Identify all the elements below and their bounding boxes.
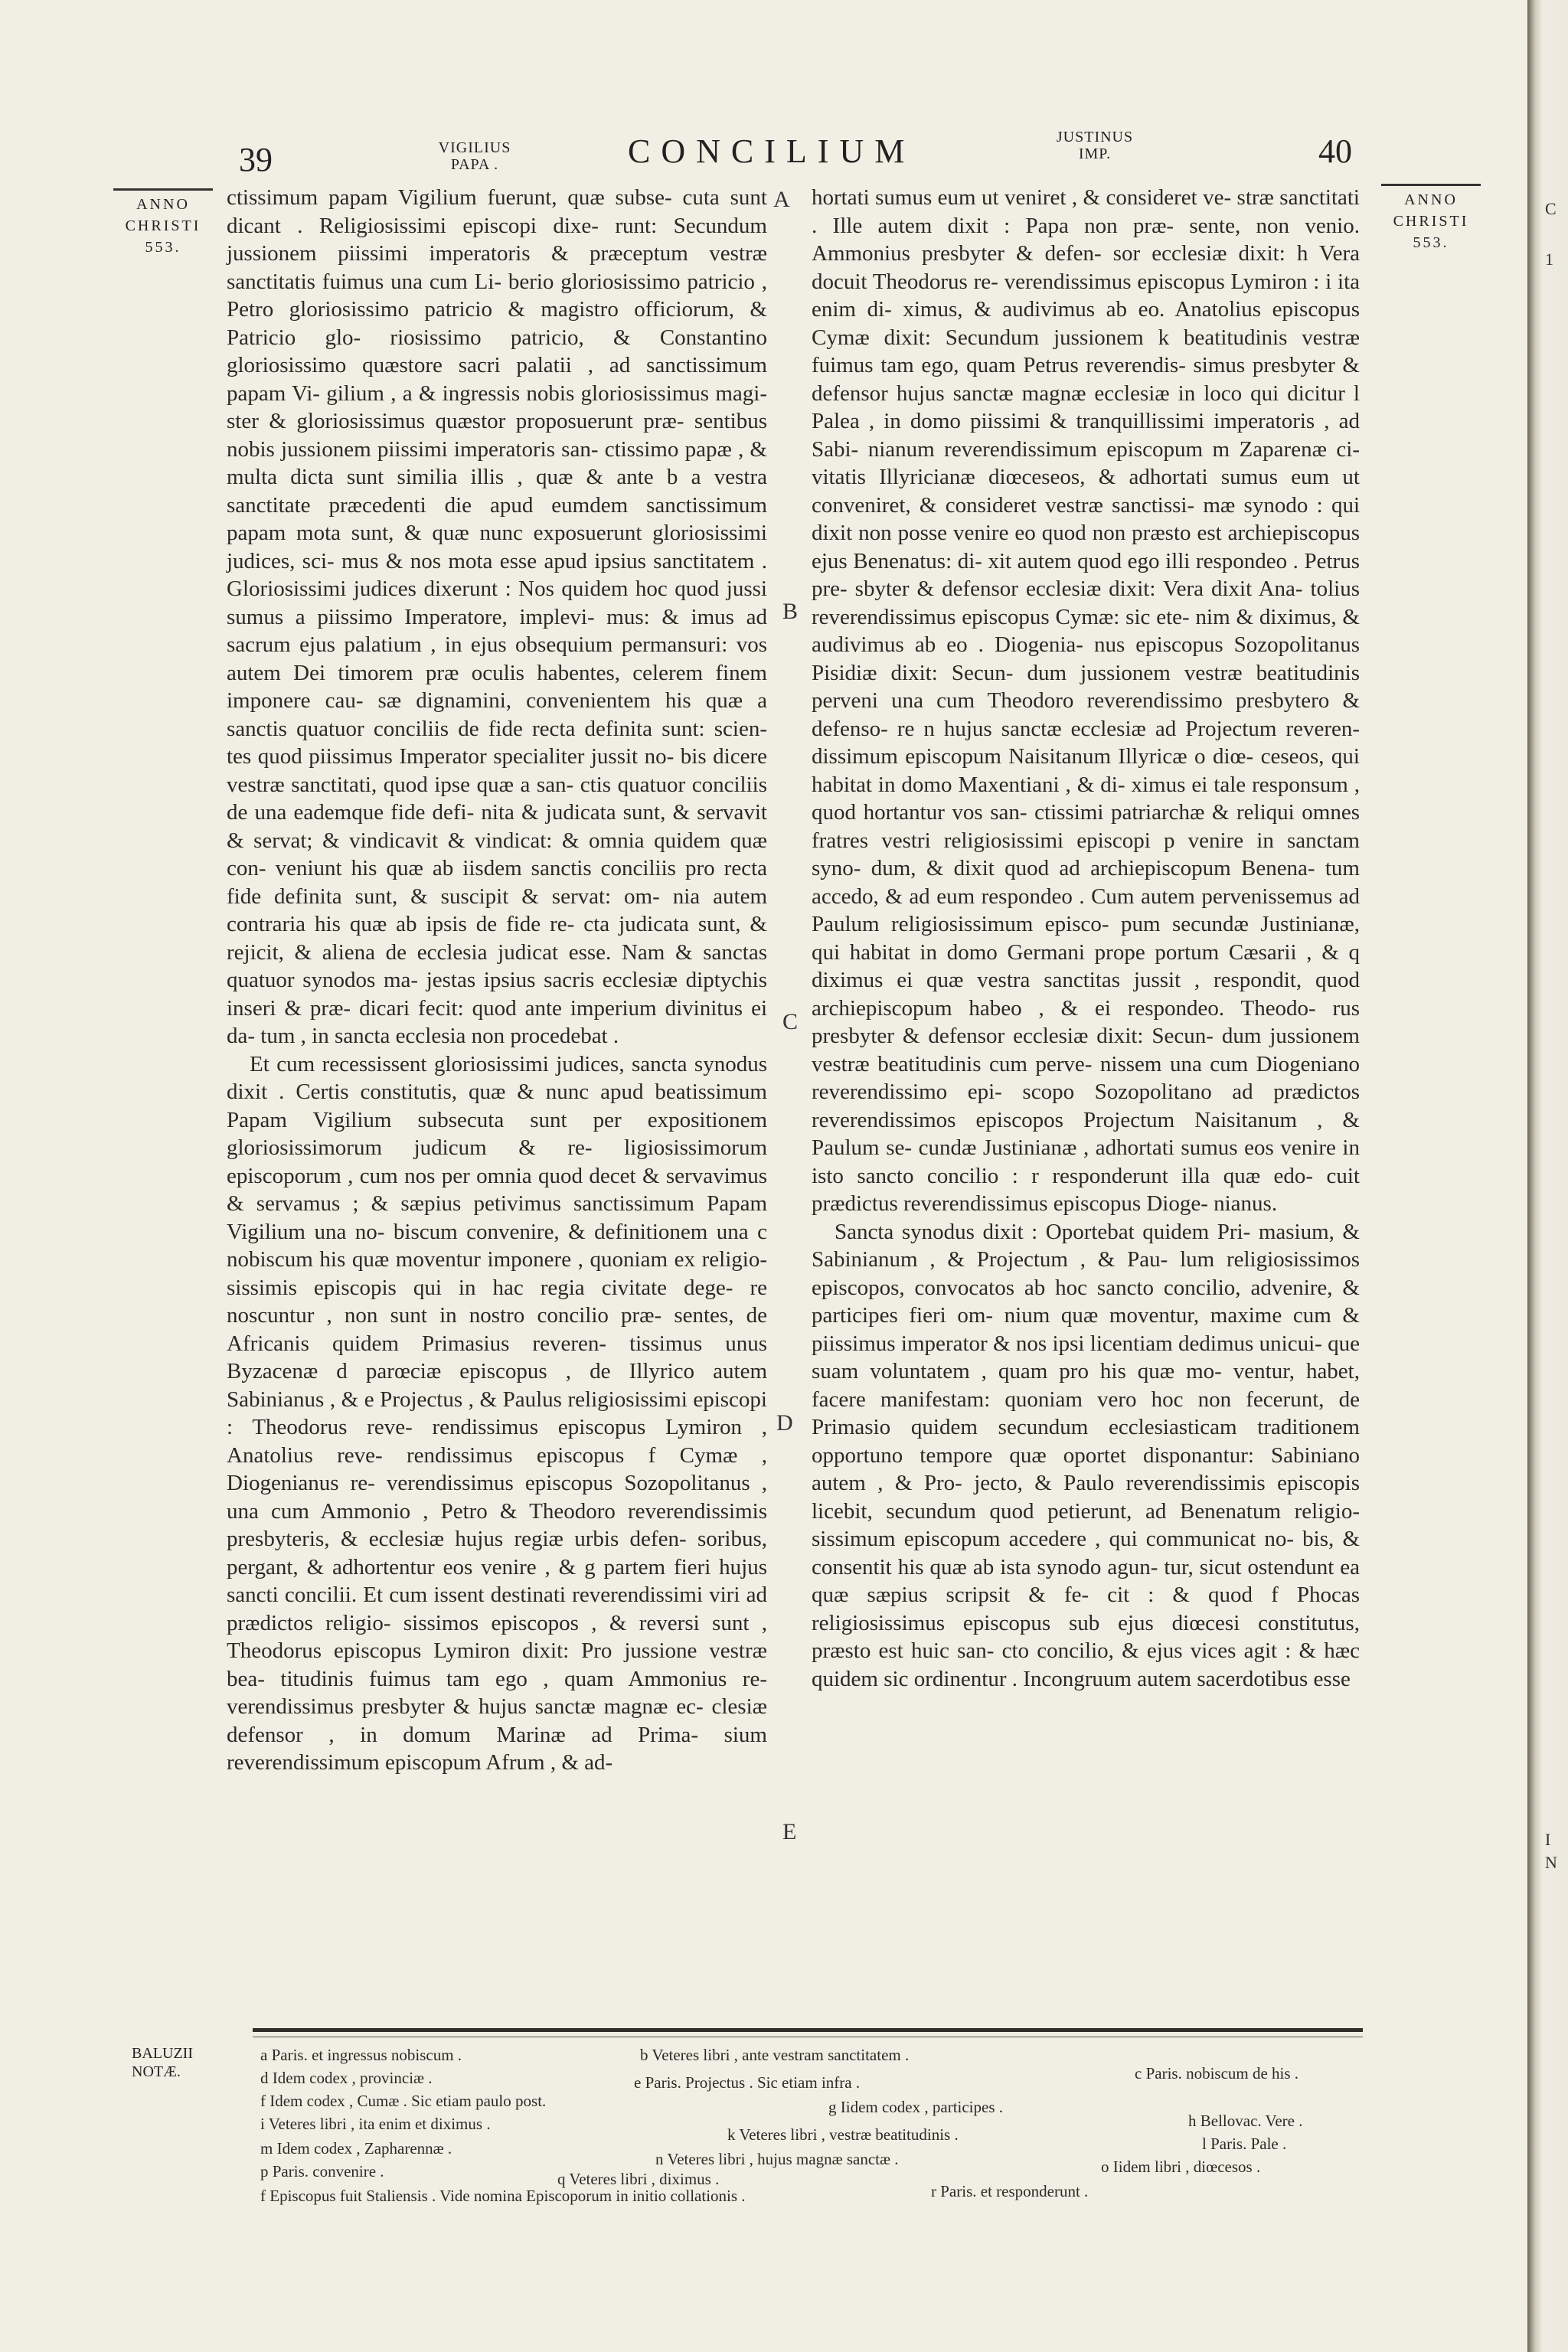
right-running-head [1049, 129, 1141, 162]
right-margin-rule [1381, 184, 1481, 186]
right-year-label [1381, 184, 1481, 253]
right-anno: ANNO [1404, 191, 1458, 208]
paragraph: ctissimum papam Vigilium fuerunt, quæ subse- cuta sunt dicant . Religiosissimi episcopi dixe- runt: Secundum jussionem piissimi imperatoris & præceptum vestræ sanctitatis fuimus una cum Li- berio gloriosissimo patricio , Petro gloriosissimo patricio & magistro officiorum, & Patricio glo- riosissimo patricio, & Constantino gloriosissimo quæstore sacri palatii , ad sanctissimum papam Vi- gilium , a & ingressis nobis gloriosissimus magi- ster & gloriosissimus quæstor proposuerunt præ- sentibus nobis jussionem piissimi imperatoris san- ctissimo papæ , & multa dicta sunt similia illis , quæ & ante b a vestra sanctitate præcedenti die apud eumdem sanctissimum papam mota sunt, & quæ nunc exposuerunt gloriosissimi judices, sci- mus & nos mota esse apud ipsius sanctitatem . Gloriosissimi judices dixerunt : Nos quidem hoc quod jussi sumus a piissimo Imperatore, implevi- mus: & imus ad sacrum ejus palatium , in ejus obsequium permansuri: vos autem Dei timorem præ oculis habentes, celerem finem imponere cau- sæ dignamini, convenientem his quæ a sanctis quatuor conciliis de fide recta definita sunt: scien- tes quod piissimus Imperator specialiter jussit no- bis dicere vestræ sanctitati, quod ipse quæ a san- ctis quatuor conciliis de una eademque fide defi- nita & judicata sunt, & servavit & servat; & vindicavit & vindicat: & omnia quidem quæ con- veniunt his quæ ab iisdem sanctis conciliis pro recta fide definita sunt, & suscipit & servat: om- nia autem contraria his quæ ab ipsis de fide re- cta judicata sunt, & rejicit, & aliena de ecclesia judicat esse. Nam & sanctas quatuor synodos ma- jestas ipsius sacris ecclesiæ diptychis inseri & præ- dicari fecit: quod ante imperium divinitus ei da- tum , in sancta ecclesia non procedebat . [227, 185, 767, 1048]
right-page-number: 40 [1318, 132, 1352, 170]
footnote: l Paris. Pale . [1202, 2135, 1287, 2153]
running-head-imp: IMP. [1078, 145, 1112, 162]
footnote: b Veteres libri , ante vestram sanctitatem . [640, 2046, 910, 2064]
section-letter-a: A [773, 187, 790, 212]
section-letter-e: E [782, 1819, 797, 1844]
section-letter-b: B [782, 599, 799, 624]
notes-label-notae: NOTÆ. [132, 2063, 181, 2080]
running-head-papa: PAPA . [450, 156, 499, 173]
section-letter-c: C [782, 1009, 799, 1034]
footnote: m Idem codex , Zapharennæ . [260, 2139, 452, 2158]
paragraph: Et cum recessissent gloriosissimi judices, sancta synodus dixit . Certis constitutis, quæ & nunc apud beatissimum Papam Vigilium subsecuta sunt per expositionem gloriosissimorum judicum & re- ligiosissimorum episcoporum , cum nos per omnia quod decet & servavimus & servamus ; & sæpius petivimus sanctissimum Papam Vigilium una no- biscum convenire, & definitionem una c nobiscum his quæ moventur imponere , quoniam ex religio- sissimis episcopis qui in hac regia civitate dege- re noscuntur , non sunt in nostro concilio præ- sentes, de Africanis quidem Primasius reveren- tissimus unus Byzacenæ d parœciæ episcopus , de Illyrico autem Sabinianus , & e Projectus , & Paulus religiosissimi episcopi : Theodorus reve- rendissimus episcopus Lymiron , Anatolius reve- rendissimus episcopus f Cymæ , Diogenianus re- verendissimus episcopus Sozopolitanus , una cum Ammonio , Petro & Theodoro reverendissimis presbyteris, & ecclesiæ hujus regiæ urbis defen- soribus, pergant, & adhortentur eos venire , & g partem fieri hujus sancti concilii. Et cum issent destinati reverendissimi viri ad prædictos religio- sissimos episcopos , & reversi sunt , Theodorus episcopus Lymiron dixit: Pro jussione vestræ bea- titudinis fuimus tam ego , quam Ammonius re- verendissimus presbyter & hujus sanctæ magnæ ec- clesiæ defensor , in domum Marinæ ad Prima- sium reverendissimum episcopum Afrum , & ad- [227, 1051, 767, 1775]
left-year: 553. [145, 239, 181, 256]
footnote: c Paris. nobiscum de his . [1135, 2064, 1299, 2082]
edge-mark: C [1545, 199, 1557, 218]
footnote: q Veteres libri , diximus . [557, 2170, 720, 2188]
footnote: k Veteres libri , vestræ beatitudinis . [727, 2125, 959, 2144]
left-text-column [227, 184, 767, 1777]
footnote: e Paris. Projectus . Sic etiam infra . [634, 2073, 861, 2092]
footnote: n Veteres libri , hujus magnæ sanctæ . [655, 2150, 899, 2168]
running-head-emperor: JUSTINUS [1056, 129, 1134, 145]
footnote: o Iidem libri , diœcesos . [1101, 2158, 1261, 2176]
footnote: i Veteres libri , ita enim et diximus . [260, 2115, 491, 2133]
section-letter-d: D [776, 1410, 793, 1436]
paragraph: Sancta synodus dixit : Oportebat quidem Pri- masium, & Sabinianum , & Projectum , & Pau- lum religiosissimos episcopos, convocatos ab hoc sancto concilio, advenire, & participes fieri om- nium quæ moventur, maxime cum & piissimus imperator & nos ipsi licentiam dedimus unicui- que suam voluntatem , quam pro his quæ mo- ventur, habet, facere manifestam: quoniam vero hoc non fecerunt, de Primasio quidem secundum ecclesiasticam traditionem opportuno tempore quæ oportet disponantur: Sabiniano autem , & Pro- jecto, & Paulo reverendissimis episcopis licebit, secundum quod petierunt, ad Benenatum religio- sissimum episcopum accedere , qui communicat no- bis, & consentit his quæ ab ista synodo agun- tur, sicut ostendunt ea quæ sæpius scripsit & fe- cit : & quod f Phocas religiosissimus episcopus sub ejus diœcesi constitutus, præsto est huic san- cto concilio, & ejus vices agit : & hæc quidem sic ordinentur . Incongruum autem sacerdotibus esse [812, 1219, 1360, 1691]
footnote: a Paris. et ingressus nobiscum . [260, 2046, 462, 2064]
right-year: 553. [1413, 234, 1449, 251]
edge-mark: I [1545, 1830, 1551, 1849]
adjacent-page-edge [1527, 0, 1568, 2352]
right-christi: CHRISTI [1393, 213, 1469, 230]
page-title: CONCILIUM [628, 132, 916, 170]
left-margin-rule [113, 188, 213, 191]
footnote: g Iidem codex , participes . [828, 2098, 1004, 2116]
paragraph: hortati sumus eum ut veniret , & consideret ve- stræ sanctitati . Ille autem dixit : Papa non præ- sente, non venio. Ammonius presbyter & defen- sor ecclesiæ dixit: h Vera docuit Theodorus re- verendissimus episcopus Lymiron : i ita enim di- ximus, & audivimus ab eo. Anatolius episcopus Cymæ dixit: Secundum jussionem k beatitudinis vestræ fuimus tam ego, quam Petrus reverendis- simus presbyter & defensor hujus sanctæ magnæ ecclesiæ in loco qui dicitur l Palea , in domo piissimi & tranquillissimi imperatoris , ad Sabi- nianum reverendissimum episcopum m Zaparenæ ci- vitatis Illyricianæ diœceseos, & adhortati sumus eum ut conveniret, & consideret vestræ sanctissi- mæ synodo : qui dixit non posse venire eo quod non præsto est archiepiscopus ejus Benenatus: di- xit autem quod ego illi respondeo . Petrus pre- sbyter & defensor ecclesiæ dixit: Vera dixit Ana- tolius reverendissimus episcopus Cymæ: sic ete- nim & diximus, & audivimus ab eo . Diogenia- nus episcopus Sozopolitanus Pisidiæ dixit: Secun- dum jussionem vestræ beatitudinis perveni una cum Theodoro reverendissimo presbytero & defenso- re n hujus sanctæ ecclesiæ ad Projectum reveren- dissimum episcopum Naisitanum Illyricæ o diœ- ceseos, qui habitat in domo Maxentiani , & di- ximus ei tale responsum , quod hortantur vos san- ctissimi patriarchæ & reliqui omnes fratres vestri religiosissimi episcopi p venire in sanctam syno- dum, & dixit quod ad archiepiscopum Benena- tum accedo, & ad eum respondeo . Cum autem pervenissemus ad Paulum religiosissimum episco- pum secundæ Justinianæ, qui habitat in domo Germani prope portum Cæsarii , & q diximus ei quæ vestra sanctitas jussit , respondit, quod archiepiscopum habeo , & ei respondeo. Theodo- rus presbyter & defensor ecclesiæ dixit: Secun- dum jussionem vestræ beatitudinis cum perve- nissem una cum Diogeniano reverendissimo epi- scopo Sozopolitano ad prædictos reverendissimos episcopos Projectum Naisitanum , & Paulum se- cundæ Justinianæ , adhortati sumus eos venire in isto sancto concilio : r responderunt illa quæ edo- cuit prædictus reverendissimus episcopus Dioge- nianus. [812, 185, 1360, 1216]
footnote: f Episcopus fuit Staliensis . Vide nomina Episcoporum in initio collationis . [260, 2187, 746, 2205]
footnote: p Paris. convenire . [260, 2162, 384, 2180]
running-head-pope: VIGILIUS [438, 139, 511, 156]
edge-mark: N [1545, 1853, 1557, 1872]
notes-label-baluzii: BALUZII [132, 2045, 193, 2062]
footnote: r Paris. et responderunt . [931, 2182, 1089, 2200]
footnote-rule [253, 2028, 1363, 2032]
footnote: d Idem codex , provinciæ . [260, 2069, 433, 2087]
notes-label [132, 2044, 193, 2081]
footnote: f Idem codex , Cumæ . Sic etiam paulo post. [260, 2092, 547, 2110]
left-anno: ANNO [136, 196, 190, 213]
footnote: h Bellovac. Vere . [1188, 2112, 1303, 2130]
left-christi: CHRISTI [125, 217, 201, 234]
left-running-head [429, 139, 521, 173]
right-text-column [812, 184, 1360, 1693]
left-page-number: 39 [239, 141, 273, 178]
edge-mark: 1 [1545, 250, 1553, 269]
left-year-label [113, 188, 213, 258]
